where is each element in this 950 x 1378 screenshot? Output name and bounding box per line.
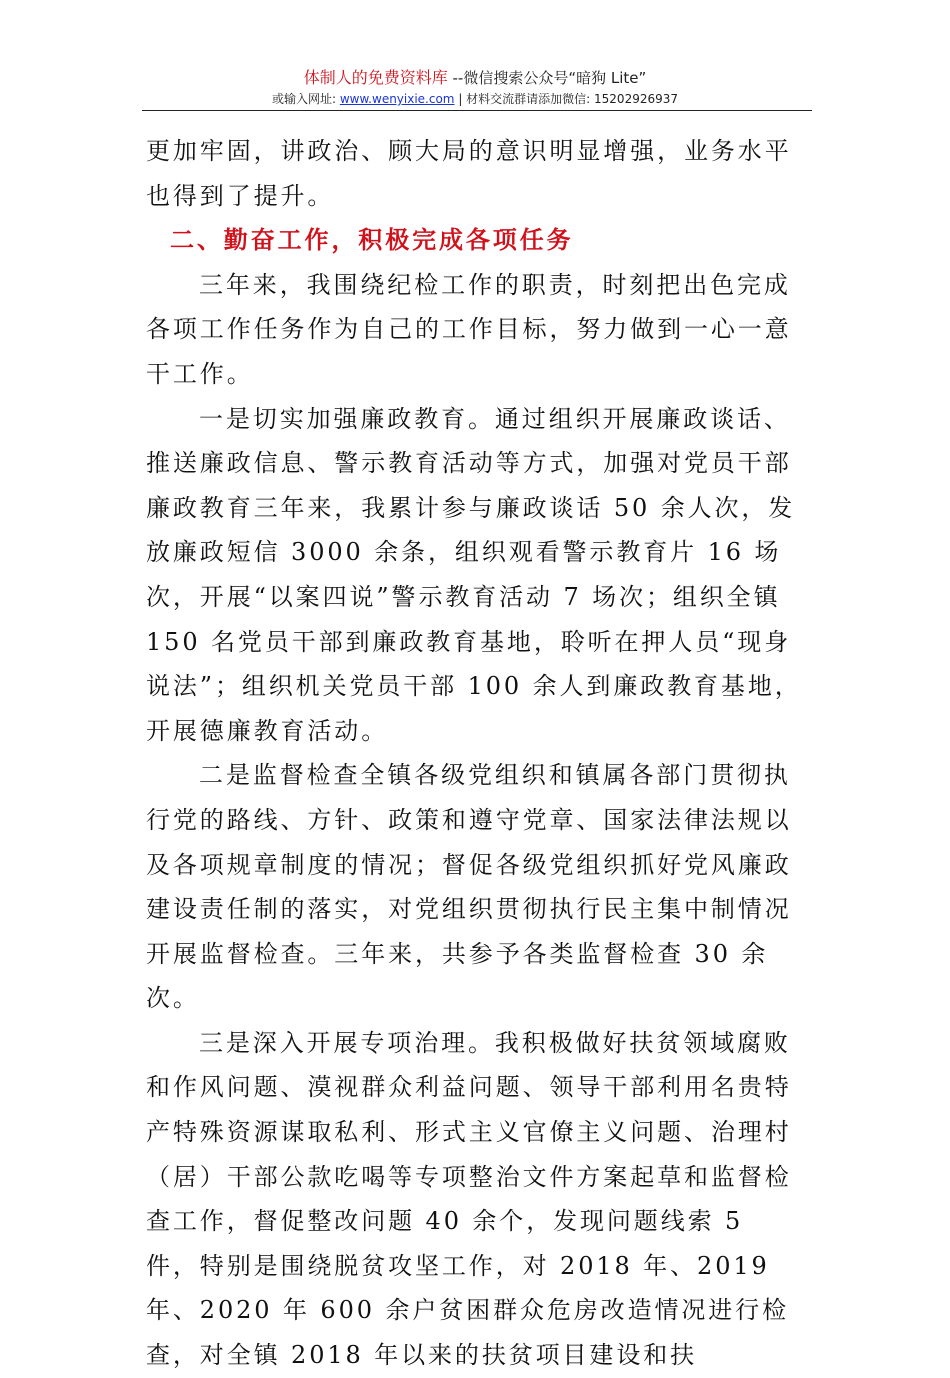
url-prefix: 或输入网址: bbox=[271, 92, 340, 106]
header-line-2 bbox=[0, 90, 950, 108]
paragraph-continuation: 更加牢固，讲政治、顾大局的意识明显增强，业务水平也得到了提升。 bbox=[146, 137, 792, 210]
header-contact: | 材料交流群请添加微信: 15202926937 bbox=[454, 92, 679, 106]
section-heading: 二、勤奋工作，积极完成各项任务 bbox=[170, 225, 574, 255]
site-name: 体制人的免费资料库 bbox=[303, 68, 448, 87]
header-tagline: --微信搜索公众号“暗狗 Lite” bbox=[447, 69, 647, 87]
watermark-header bbox=[0, 68, 950, 108]
header-line-1 bbox=[0, 68, 950, 88]
site-url-link[interactable]: www.wenyixie.com bbox=[339, 92, 455, 106]
paragraph-intro: 三年来，我围绕纪检工作的职责，时刻把出色完成各项工作任务作为自己的工作目标，努力做到一心一意干工作。 bbox=[146, 270, 792, 388]
paragraph-item-3: 三是深入开展专项治理。我积极做好扶贫领域腐败和作风问题、漠视群众利益问题、领导干部利用名贵特产特殊资源谋取私利、形式主义官僚主义问题、治理村（居）干部公款吃喝等专项整治文件方案起草和监督检查工作，督促整改问题 40 余个，发现问题线索 5 件，特别是围绕脱贫攻坚工作，对 2018 年、2019 年、2020 年 600 余户贫困群众危房改造情况进行检查，对全镇 2018 年以来的扶贫项目建设和扶 bbox=[146, 1028, 792, 1370]
paragraph-item-2: 二是监督检查全镇各级党组织和镇属各部门贯彻执行党的路线、方针、政策和遵守党章、国家法律法规以及各项规章制度的情况；督促各级党组织抓好党风廉政建设责任制的落实，对党组织贯彻执行民主集中制情况开展监督检查。三年来，共参予各类监督检查 30 余次。 bbox=[146, 761, 792, 1013]
header-divider bbox=[142, 110, 812, 111]
paragraph-item-1: 一是切实加强廉政教育。通过组织开展廉政谈话、推送廉政信息、警示教育活动等方式，加强对党员干部廉政教育三年来，我累计参与廉政谈话 50 余人次，发放廉政短信 3000 余条，组织观看警示教育片 16 场次，开展“以案四说”警示教育活动 7 场次；组织全镇 150 名党员干部到廉政教育基地，聆听在押人员“现身说法”；组织机关党员干部 100 余人到廉政教育基地，开展德廉教育活动。 bbox=[146, 404, 802, 745]
document-body bbox=[146, 129, 806, 1378]
